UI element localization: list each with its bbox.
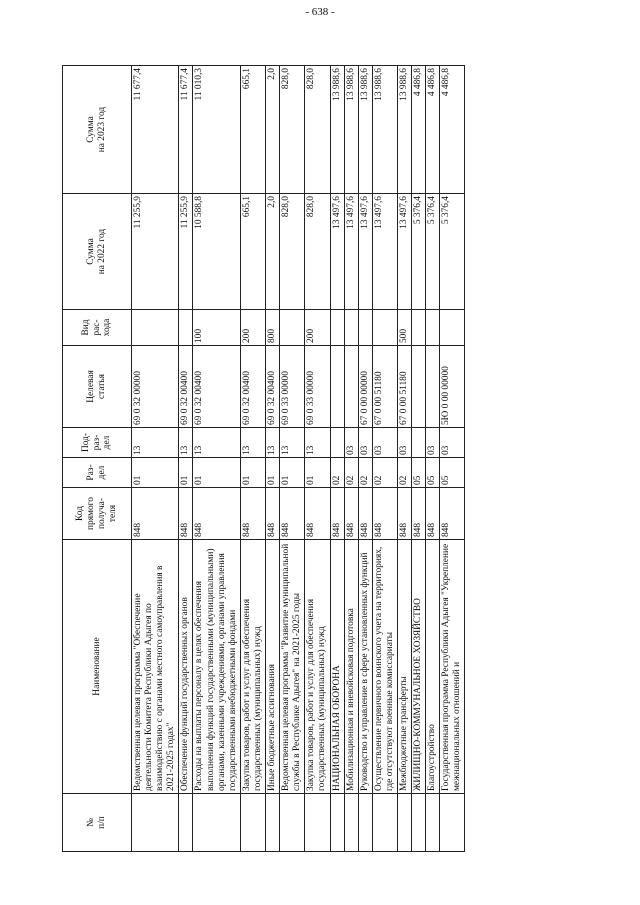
cell-sum2023: 2,0: [266, 66, 280, 194]
cell-tselevaya: [426, 346, 440, 428]
cell-tselevaya: 67 0 00 51180: [372, 346, 397, 428]
cell-podrazdel: [330, 428, 344, 458]
cell-num: [397, 794, 411, 852]
cell-sum2022: 5 376,4: [440, 194, 465, 310]
cell-code: 848: [358, 488, 372, 540]
cell-vid: [132, 310, 179, 346]
cell-sum2023: 11 677,4: [179, 66, 193, 194]
cell-num: [266, 794, 280, 852]
cell-podrazdel: 03: [372, 428, 397, 458]
cell-tselevaya: [412, 346, 426, 428]
cell-num: [240, 794, 265, 852]
cell-tselevaya: 69 0 33 00000: [305, 346, 330, 428]
table-row: [412, 66, 426, 852]
cell-code: 848: [266, 488, 280, 540]
cell-sum2023: 11 010,3: [193, 66, 240, 194]
cell-num: [372, 794, 397, 852]
cell-tselevaya: 69 0 32 00000: [132, 346, 179, 428]
cell-vid: 200: [305, 310, 330, 346]
cell-name: Ведомственная целевая программа "Развитие муниципальной службы в Республике Адыгея" на 2021-2025 годы: [280, 540, 305, 794]
cell-razdel: 01: [305, 458, 330, 488]
cell-sum2022: 5 376,4: [426, 194, 440, 310]
header-name: Наименование: [63, 540, 132, 794]
table-row: [330, 66, 344, 852]
cell-sum2022: 13 497,6: [397, 194, 411, 310]
cell-code: 848: [344, 488, 358, 540]
cell-code: 848: [397, 488, 411, 540]
rotated-table-container: [62, 66, 572, 852]
cell-num: [358, 794, 372, 852]
cell-podrazdel: 13: [240, 428, 265, 458]
cell-num: [280, 794, 305, 852]
cell-razdel: 02: [344, 458, 358, 488]
cell-vid: [358, 310, 372, 346]
header-sum2022: Сумма на 2022 год: [63, 194, 132, 310]
cell-tselevaya: [344, 346, 358, 428]
header-num-line1: №: [86, 818, 97, 827]
cell-name: Ведомственная целевая программа "Обеспечение деятельности Комитета Республики Адыгея по взаимодействию с органами местного самоуправления в 2021-2025 годах": [132, 540, 179, 794]
cell-sum2023: 13 988,6: [358, 66, 372, 194]
cell-sum2022: 13 497,6: [344, 194, 358, 310]
header-vid: Вид рас- хода: [63, 310, 132, 346]
cell-vid: 800: [266, 310, 280, 346]
cell-code: 848: [193, 488, 240, 540]
cell-num: [426, 794, 440, 852]
cell-sum2022: 11 255,9: [179, 194, 193, 310]
cell-code: 848: [240, 488, 265, 540]
cell-code: 848: [330, 488, 344, 540]
cell-razdel: 05: [412, 458, 426, 488]
cell-vid: 100: [193, 310, 240, 346]
cell-razdel: 01: [280, 458, 305, 488]
table-row: [280, 66, 305, 852]
table-row: [240, 66, 265, 852]
cell-vid: [344, 310, 358, 346]
cell-podrazdel: 03: [358, 428, 372, 458]
cell-tselevaya: [330, 346, 344, 428]
cell-name: Закупка товаров, работ и услуг для обеспечения государственных (муниципальных) нужд: [305, 540, 330, 794]
cell-num: [344, 794, 358, 852]
cell-name: Мобилизационная и вневойсковая подготовка: [344, 540, 358, 794]
cell-code: 848: [426, 488, 440, 540]
cell-code: 848: [280, 488, 305, 540]
cell-sum2022: 828,0: [305, 194, 330, 310]
cell-code: 848: [440, 488, 465, 540]
cell-sum2022: 5 376,4: [412, 194, 426, 310]
cell-razdel: 01: [266, 458, 280, 488]
table-row: [372, 66, 397, 852]
header-num-line2: п/п: [97, 816, 107, 829]
cell-tselevaya: 69 0 33 00000: [280, 346, 305, 428]
cell-razdel: 02: [358, 458, 372, 488]
header-row: [63, 66, 132, 852]
page-number: - 638 -: [305, 6, 335, 18]
cell-podrazdel: 13: [193, 428, 240, 458]
cell-podrazdel: 13: [266, 428, 280, 458]
cell-sum2022: 11 255,9: [132, 194, 179, 310]
cell-name: Осуществление первичного воинского учета на территориях, где отсутствуют военные комиссариаты: [372, 540, 397, 794]
table-row: [426, 66, 440, 852]
cell-num: [440, 794, 465, 852]
cell-num: [193, 794, 240, 852]
cell-podrazdel: 03: [440, 428, 465, 458]
cell-num: [330, 794, 344, 852]
cell-sum2022: 665,1: [240, 194, 265, 310]
cell-vid: [280, 310, 305, 346]
cell-razdel: 05: [440, 458, 465, 488]
cell-tselevaya: 67 0 00 00000: [358, 346, 372, 428]
cell-code: 848: [132, 488, 179, 540]
budget-table: [62, 65, 465, 852]
cell-sum2023: 11 677,4: [132, 66, 179, 194]
cell-sum2022: 13 497,6: [330, 194, 344, 310]
cell-vid: [440, 310, 465, 346]
cell-sum2022: 2,0: [266, 194, 280, 310]
cell-sum2022: 10 588,8: [193, 194, 240, 310]
cell-tselevaya: 69 0 32 00400: [179, 346, 193, 428]
cell-tselevaya: 69 0 32 00400: [240, 346, 265, 428]
cell-podrazdel: 13: [280, 428, 305, 458]
table-row: [344, 66, 358, 852]
cell-vid: [426, 310, 440, 346]
cell-code: 848: [412, 488, 426, 540]
header-podrazdel: Под- раз- дел: [63, 428, 132, 458]
table-row: [305, 66, 330, 852]
cell-razdel: 01: [132, 458, 179, 488]
cell-razdel: 01: [193, 458, 240, 488]
cell-podrazdel: 13: [305, 428, 330, 458]
cell-podrazdel: 13: [179, 428, 193, 458]
cell-razdel: 02: [372, 458, 397, 488]
cell-vid: 500: [397, 310, 411, 346]
header-tselevaya: Целевая статья: [63, 346, 132, 428]
cell-podrazdel: [412, 428, 426, 458]
cell-name: НАЦИОНАЛЬНАЯ ОБОРОНА: [330, 540, 344, 794]
cell-sum2022: 13 497,6: [372, 194, 397, 310]
cell-razdel: 02: [397, 458, 411, 488]
cell-sum2022: 13 497,6: [358, 194, 372, 310]
cell-name: Закупка товаров, работ и услуг для обеспечения государственных (муниципальных) нужд: [240, 540, 265, 794]
cell-sum2023: 4 486,8: [426, 66, 440, 194]
cell-num: [412, 794, 426, 852]
cell-name: Иные бюджетные ассигнования: [266, 540, 280, 794]
cell-name: Государственная программа Республики Адыгея "Укрепление межнациональных отношений и: [440, 540, 465, 794]
cell-num: [132, 794, 179, 852]
table-row: [266, 66, 280, 852]
table-body: [132, 66, 465, 852]
header-code: Код прямого получа- теля: [63, 488, 132, 540]
table-row: [440, 66, 465, 852]
cell-sum2023: 828,0: [280, 66, 305, 194]
table-row: [358, 66, 372, 852]
cell-razdel: 01: [240, 458, 265, 488]
cell-razdel: 01: [179, 458, 193, 488]
cell-vid: [330, 310, 344, 346]
cell-vid: [372, 310, 397, 346]
cell-tselevaya: 69 0 32 00400: [266, 346, 280, 428]
cell-vid: [179, 310, 193, 346]
cell-sum2023: 13 988,6: [372, 66, 397, 194]
table-row: [132, 66, 179, 852]
cell-sum2023: 13 988,6: [397, 66, 411, 194]
cell-tselevaya: 67 0 00 51180: [397, 346, 411, 428]
header-num: [63, 794, 132, 852]
cell-podrazdel: 03: [344, 428, 358, 458]
cell-code: 848: [305, 488, 330, 540]
cell-podrazdel: 03: [426, 428, 440, 458]
cell-sum2023: 665,1: [240, 66, 265, 194]
table-row: [193, 66, 240, 852]
cell-num: [179, 794, 193, 852]
cell-sum2023: 4 486,8: [440, 66, 465, 194]
cell-sum2023: 828,0: [305, 66, 330, 194]
cell-name: ЖИЛИЩНО-КОММУНАЛЬНОЕ ХОЗЯЙСТВО: [412, 540, 426, 794]
cell-sum2023: 13 988,6: [344, 66, 358, 194]
cell-sum2023: 4 486,8: [412, 66, 426, 194]
cell-code: 848: [372, 488, 397, 540]
table-row: [179, 66, 193, 852]
cell-code: 848: [179, 488, 193, 540]
table-row: [397, 66, 411, 852]
cell-name: Расходы на выплаты персоналу в целях обеспечения выполнения функций государственными (муниципальными) органами, казенными учреждениями, органами управления государственными внебюджетными фондами: [193, 540, 240, 794]
cell-razdel: 02: [330, 458, 344, 488]
cell-name: Руководство и управление в сфере установленных функций: [358, 540, 372, 794]
cell-podrazdel: 03: [397, 428, 411, 458]
cell-name: Межбюджетные трансферты: [397, 540, 411, 794]
cell-tselevaya: 5Ю 0 00 00000: [440, 346, 465, 428]
cell-vid: 200: [240, 310, 265, 346]
cell-sum2022: 828,0: [280, 194, 305, 310]
cell-name: Обеспечение функций государственных органов: [179, 540, 193, 794]
header-sum2023: Сумма на 2023 год: [63, 66, 132, 194]
cell-razdel: 05: [426, 458, 440, 488]
cell-tselevaya: 69 0 32 00400: [193, 346, 240, 428]
cell-podrazdel: 13: [132, 428, 179, 458]
cell-name: Благоустройство: [426, 540, 440, 794]
header-razdel: Раз- дел: [63, 458, 132, 488]
cell-num: [305, 794, 330, 852]
cell-sum2023: 13 988,6: [330, 66, 344, 194]
cell-vid: [412, 310, 426, 346]
